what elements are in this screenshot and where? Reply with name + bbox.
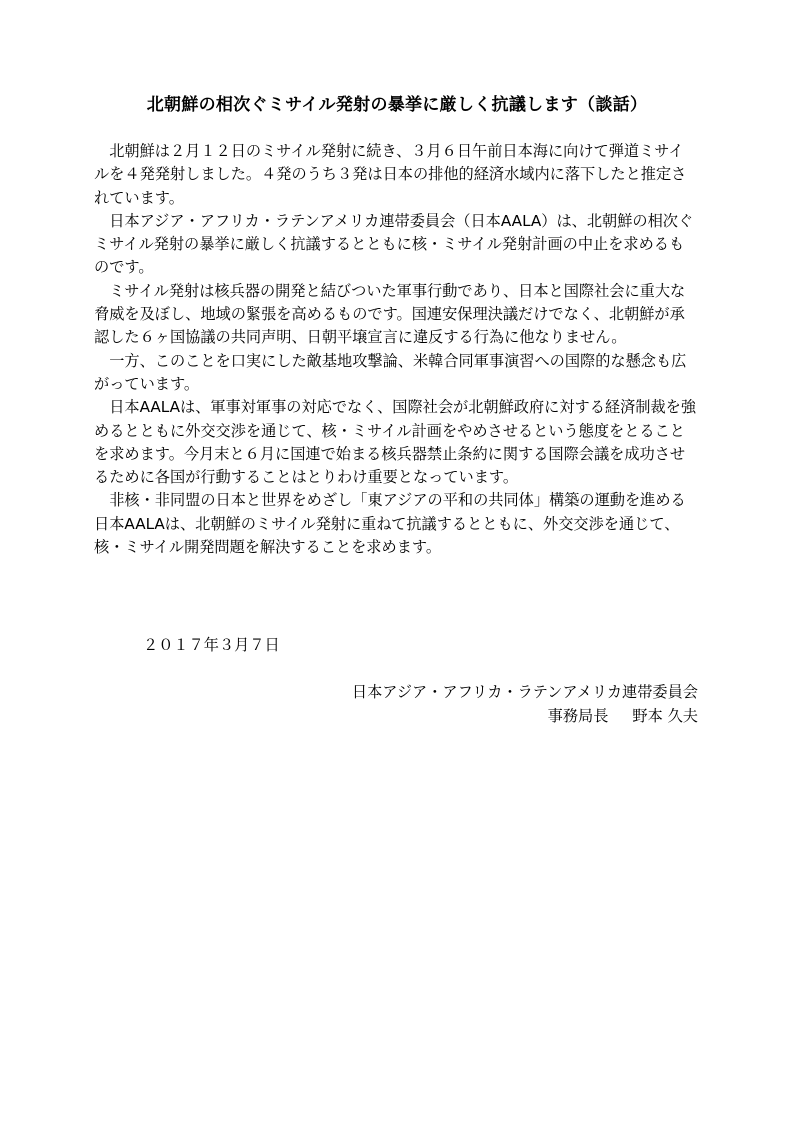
signer-line bbox=[352, 704, 698, 728]
signature-block bbox=[352, 680, 698, 728]
paragraph-conclusion: 非核・非同盟の日本と世界をめざし「東アジアの平和の共同体」構築の運動を進める日本AALAは、北朝鮮のミサイル発射に重ねて抗議するとともに、外交交渉を通じて、核・ミサイル開発問題を解決することを求めます。 bbox=[94, 491, 686, 557]
statement-date: ２０１７年３月７日 bbox=[143, 636, 280, 654]
paragraph-missile-launch: 北朝鮮は２月１２日のミサイル発射に続き、３月６日午前日本海に向けて弾道ミサイルを４発発射しました。４発のうち３発は日本の排他的経済水域内に落下したと推定されています。 bbox=[94, 142, 687, 207]
signer-title: 事務局長 bbox=[547, 707, 609, 725]
statement-body bbox=[94, 140, 698, 559]
paragraph-protest: 日本アジア・アフリカ・ラテンアメリカ連帯委員会（日本AALA）は、北朝鮮の相次ぐミサイル発射の暴挙に厳しく抗議するとともに核・ミサイル発射計画の中止を求めるものです。 bbox=[94, 211, 694, 277]
organization-name: 日本アジア・アフリカ・ラテンアメリカ連帯委員会 bbox=[351, 683, 698, 701]
document-title: 北朝鮮の相次ぐミサイル発射の暴挙に厳しく抗議します（談話） bbox=[146, 95, 648, 115]
paragraph-threat: ミサイル発射は核兵器の開発と結びついた軍事行動であり、日本と国際社会に重大な脅威を及ぼし、地域の緊張を高めるものです。国連安保理決議だけでなく、北朝鮮が承認した６ヶ国協議の共同声明、日朝平壌宣言に違反する行為に他なりません。 bbox=[94, 281, 686, 347]
paragraph-concern: 一方、このことを口実にした敵基地攻撃論、米韓合同軍事演習への国際的な懸念も広がっています。 bbox=[94, 351, 687, 393]
paragraph-demands: 日本AALAは、軍事対軍事の対応でなく、国際社会が北朝鮮政府に対する経済制裁を強めるとともに外交交渉を通じて、核・ミサイル計画をやめさせるという態度をとることを求めます。今月末と６月に国連で始まる核兵器禁止条約に関する国際会議を成功させるために各国が行動することはとりわけ重要となっています。 bbox=[94, 398, 697, 487]
signer-name: 野本 久夫 bbox=[632, 707, 698, 725]
